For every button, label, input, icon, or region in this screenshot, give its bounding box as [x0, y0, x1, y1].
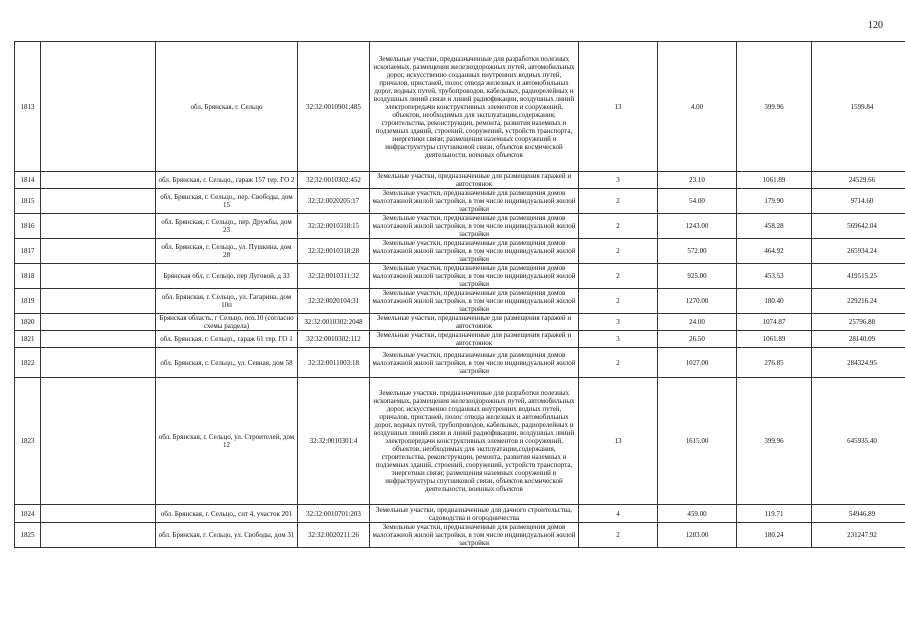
table-row	[15, 289, 905, 314]
cell-specific-value: 458.28	[737, 214, 812, 239]
cell-specific-value: 1074.87	[737, 314, 812, 331]
cell-cadastral-number: 32:32:0010302:112	[298, 331, 370, 348]
cell-cadastral-value: 265934.24	[812, 239, 905, 264]
cell-land-use: Земельные участки, предназначенные для размещения домов малоэтажной жилой застройки, в том числе индивидуальной жилой застройки	[370, 214, 579, 239]
cell-area: 1243.00	[658, 214, 737, 239]
cell-specific-value: 276.85	[737, 348, 812, 378]
cell-use-group: 3	[579, 314, 658, 331]
cell-cadastral-number: 32:32:0020104:31	[298, 289, 370, 314]
cell-use-group: 13	[579, 378, 658, 505]
cell-cadastral-value: 229216.24	[812, 289, 905, 314]
cell-use-group: 4	[579, 505, 658, 523]
cell-empty	[41, 505, 156, 523]
cell-land-use: Земельные участки, предназначенные для размещения домов малоэтажной жилой застройки, в том числе индивидуальной жилой застройки	[370, 239, 579, 264]
table-row	[15, 189, 905, 214]
cell-area: 925.00	[658, 264, 737, 289]
cell-row-number: 1824	[15, 505, 41, 523]
cell-use-group: 2	[579, 523, 658, 548]
table-row	[15, 42, 905, 172]
cell-use-group: 3	[579, 172, 658, 189]
cell-use-group: 2	[579, 348, 658, 378]
cell-row-number: 1813	[15, 42, 41, 172]
cell-address: обл. Брянская, г. Сельцо, ул. Строителей, дом 12	[156, 378, 298, 505]
cell-land-use: Земельные участки, предназначенные для размещения гаражей и автостоянок	[370, 172, 579, 189]
cell-address: обл. Брянская, г. Сельцо	[156, 42, 298, 172]
cell-use-group: 13	[579, 42, 658, 172]
cell-cadastral-value: 1599.84	[812, 42, 905, 172]
cell-cadastral-number: 32:32:0020205:17	[298, 189, 370, 214]
cell-row-number: 1820	[15, 314, 41, 331]
cell-cadastral-value: 25796.88	[812, 314, 905, 331]
cell-address: обл. Брянская, г. Сельцо,, пер. Свободы, дом 15	[156, 189, 298, 214]
cell-area: 24.00	[658, 314, 737, 331]
cell-cadastral-value: 419515.25	[812, 264, 905, 289]
cell-specific-value: 119.71	[737, 505, 812, 523]
cell-use-group: 2	[579, 189, 658, 214]
cell-specific-value: 464.92	[737, 239, 812, 264]
table-row	[15, 239, 905, 264]
cell-specific-value: 180.40	[737, 289, 812, 314]
cell-row-number: 1822	[15, 348, 41, 378]
cell-specific-value: 399.96	[737, 42, 812, 172]
cell-land-use: Земельные участки, предназначенные для размещения гаражей и автостоянок	[370, 331, 579, 348]
cell-specific-value: 1061.89	[737, 172, 812, 189]
cell-address: Брянская обл, г. Сельцо, пер Луговой, д 33	[156, 264, 298, 289]
page-number: 120	[868, 20, 883, 31]
cell-specific-value: 1061.89	[737, 331, 812, 348]
cell-empty	[41, 289, 156, 314]
cell-row-number: 1814	[15, 172, 41, 189]
table-row	[15, 348, 905, 378]
cell-land-use: Земельные участки, предназначенные для разработки полезных ископаемых, размещения железнодорожных путей, автомобильных дорог, искусственно созданных внутренних водных путей, причалов, пристаней, полос отвода железных и автомобильных дорог, водных путей, трубопроводов, кабельных, радиорелейных и воздушных линий связи и линий радиофикации, воздушных линий электропередачи конструктивных элементов и сооружений, объектов, необходимых для эксплуатации,содержания, строительства, реконструкции, ремонта, развития наземных и подземных зданий, строений, сооружений, устройств транспорта, энергетики связи; размещения наземных сооружений и инфраструктуры спутниковой связи, объектов космической деятельности, военных объектов	[370, 378, 579, 505]
cell-address: обл. Брянская, г. Сельцо,, ул. Пушкина, дом 28	[156, 239, 298, 264]
cell-use-group: 3	[579, 331, 658, 348]
cell-empty	[41, 348, 156, 378]
cell-land-use: Земельные участки, предназначенные для разработки полезных ископаемых, размещения железнодорожных путей, автомобильных дорог, искусственно созданных внутренних водных путей, причалов, пристаней, полос отвода железных и автомобильных дорог, водных путей, трубопроводов, кабельных, радиорелейных и воздушных линий связи и линий радиофикации, воздушных линий электропередачи конструктивных элементов и сооружений, объектов, необходимых для эксплуатации,содержания, строительства, реконструкции, ремонта, развития наземных и подземных зданий, строений, сооружений, устройств транспорта, энергетики связи; размещения наземных сооружений и инфраструктуры спутниковой связи, объектов космической деятельности, военных объектов	[370, 42, 579, 172]
cell-area: 1283.00	[658, 523, 737, 548]
cell-address: обл. Брянская, г. Сельцо,, гараж 61 тер. ГО 1	[156, 331, 298, 348]
cell-cadastral-value: 231247.92	[812, 523, 905, 548]
cell-address: Брянская область, г Сельцо, поз.10 (согласно схемы раздела)	[156, 314, 298, 331]
table-row	[15, 523, 905, 548]
cell-row-number: 1825	[15, 523, 41, 548]
cell-land-use: Земельные участки, предназначенные для размещения домов малоэтажной жилой застройки, в том числе индивидуальной жилой застройки	[370, 189, 579, 214]
cell-address: обл. Брянская, г. Сельцо,, снт 4, участок 201	[156, 505, 298, 523]
cell-cadastral-number: 32:32:0010318:15	[298, 214, 370, 239]
cell-land-use: Земельные участки, предназначенные для размещения домов малоэтажной жилой застройки, в том числе индивидуальной жилой застройки	[370, 523, 579, 548]
cell-use-group: 2	[579, 214, 658, 239]
cell-empty	[41, 314, 156, 331]
table-row	[15, 172, 905, 189]
table-row	[15, 264, 905, 289]
cell-area: 1027.00	[658, 348, 737, 378]
cell-empty	[41, 189, 156, 214]
table-row	[15, 314, 905, 331]
cell-row-number: 1817	[15, 239, 41, 264]
cell-empty	[41, 42, 156, 172]
cell-area: 26.50	[658, 331, 737, 348]
cell-area: 23.10	[658, 172, 737, 189]
cell-cadastral-number: 32:32:0010302:2048	[298, 314, 370, 331]
registry-body	[15, 42, 905, 548]
cell-area: 54.00	[658, 189, 737, 214]
cell-cadastral-value: 284324.95	[812, 348, 905, 378]
cell-address: обл. Брянская, г. Сельцо,, ул. Севная, дом 58	[156, 348, 298, 378]
cell-cadastral-value: 645935.40	[812, 378, 905, 505]
cell-specific-value: 179.90	[737, 189, 812, 214]
cell-address: обл. Брянская, г. Сельцо, ул. Свободы, дом 31	[156, 523, 298, 548]
cell-specific-value: 453.53	[737, 264, 812, 289]
table-row	[15, 331, 905, 348]
land-registry-table	[14, 41, 905, 548]
cell-area: 1615.00	[658, 378, 737, 505]
cell-land-use: Земельные участки, предназначенные для размещения домов малоэтажной жилой застройки, в том числе индивидуальной жилой застройки	[370, 264, 579, 289]
table-row	[15, 214, 905, 239]
cell-empty	[41, 378, 156, 505]
cell-cadastral-number: 32:32:0010901:485	[298, 42, 370, 172]
cell-cadastral-value: 28140.09	[812, 331, 905, 348]
cell-cadastral-number: 32:32:0010311:32	[298, 264, 370, 289]
cell-address: обл. Брянская, г. Сельцо,, гараж 157 тер. ГО 2	[156, 172, 298, 189]
cell-land-use: Земельные участки, предназначенные для дачного строительства, садоводства и огородничества	[370, 505, 579, 523]
cell-cadastral-number: 32:32:0010301:4	[298, 378, 370, 505]
table-row	[15, 378, 905, 505]
cell-row-number: 1819	[15, 289, 41, 314]
cell-row-number: 1815	[15, 189, 41, 214]
cell-area: 459.00	[658, 505, 737, 523]
cell-cadastral-number: 32:32:0011003:18	[298, 348, 370, 378]
cell-address: обл. Брянская, г. Сельцо,, пер. Дружбы, дом 23	[156, 214, 298, 239]
cell-empty	[41, 264, 156, 289]
cell-empty	[41, 523, 156, 548]
cell-address: обл. Брянская, г. Сельцо,, ул. Гагарина, дом 10п	[156, 289, 298, 314]
cell-row-number: 1816	[15, 214, 41, 239]
cell-specific-value: 180.24	[737, 523, 812, 548]
table-row	[15, 505, 905, 523]
cell-cadastral-value: 54946.89	[812, 505, 905, 523]
cell-cadastral-value: 9714.60	[812, 189, 905, 214]
cell-cadastral-number: 32:32:0010701:203	[298, 505, 370, 523]
cell-empty	[41, 172, 156, 189]
cell-empty	[41, 214, 156, 239]
cell-specific-value: 399.96	[737, 378, 812, 505]
cell-row-number: 1818	[15, 264, 41, 289]
cell-area: 4.00	[658, 42, 737, 172]
cell-cadastral-number: 32:32:0020211:26	[298, 523, 370, 548]
cell-cadastral-number: 32:32:0010302:452	[298, 172, 370, 189]
cell-row-number: 1823	[15, 378, 41, 505]
cell-empty	[41, 239, 156, 264]
cell-land-use: Земельные участки, предназначенные для размещения домов малоэтажной жилой застройки, в том числе индивидуальной жилой застройки	[370, 348, 579, 378]
cell-cadastral-value: 569642.04	[812, 214, 905, 239]
cell-cadastral-value: 24529.66	[812, 172, 905, 189]
cell-row-number: 1821	[15, 331, 41, 348]
cell-use-group: 2	[579, 289, 658, 314]
cell-use-group: 2	[579, 264, 658, 289]
cell-cadastral-number: 32:32:0010318:28	[298, 239, 370, 264]
cell-land-use: Земельные участки, предназначенные для размещения домов малоэтажной жилой застройки, в том числе индивидуальной жилой застройки	[370, 289, 579, 314]
cell-empty	[41, 331, 156, 348]
cell-area: 572.00	[658, 239, 737, 264]
cell-area: 1270.00	[658, 289, 737, 314]
cell-use-group: 2	[579, 239, 658, 264]
cell-land-use: Земельные участки, предназначенные для размещения гаражей и автостоянок	[370, 314, 579, 331]
